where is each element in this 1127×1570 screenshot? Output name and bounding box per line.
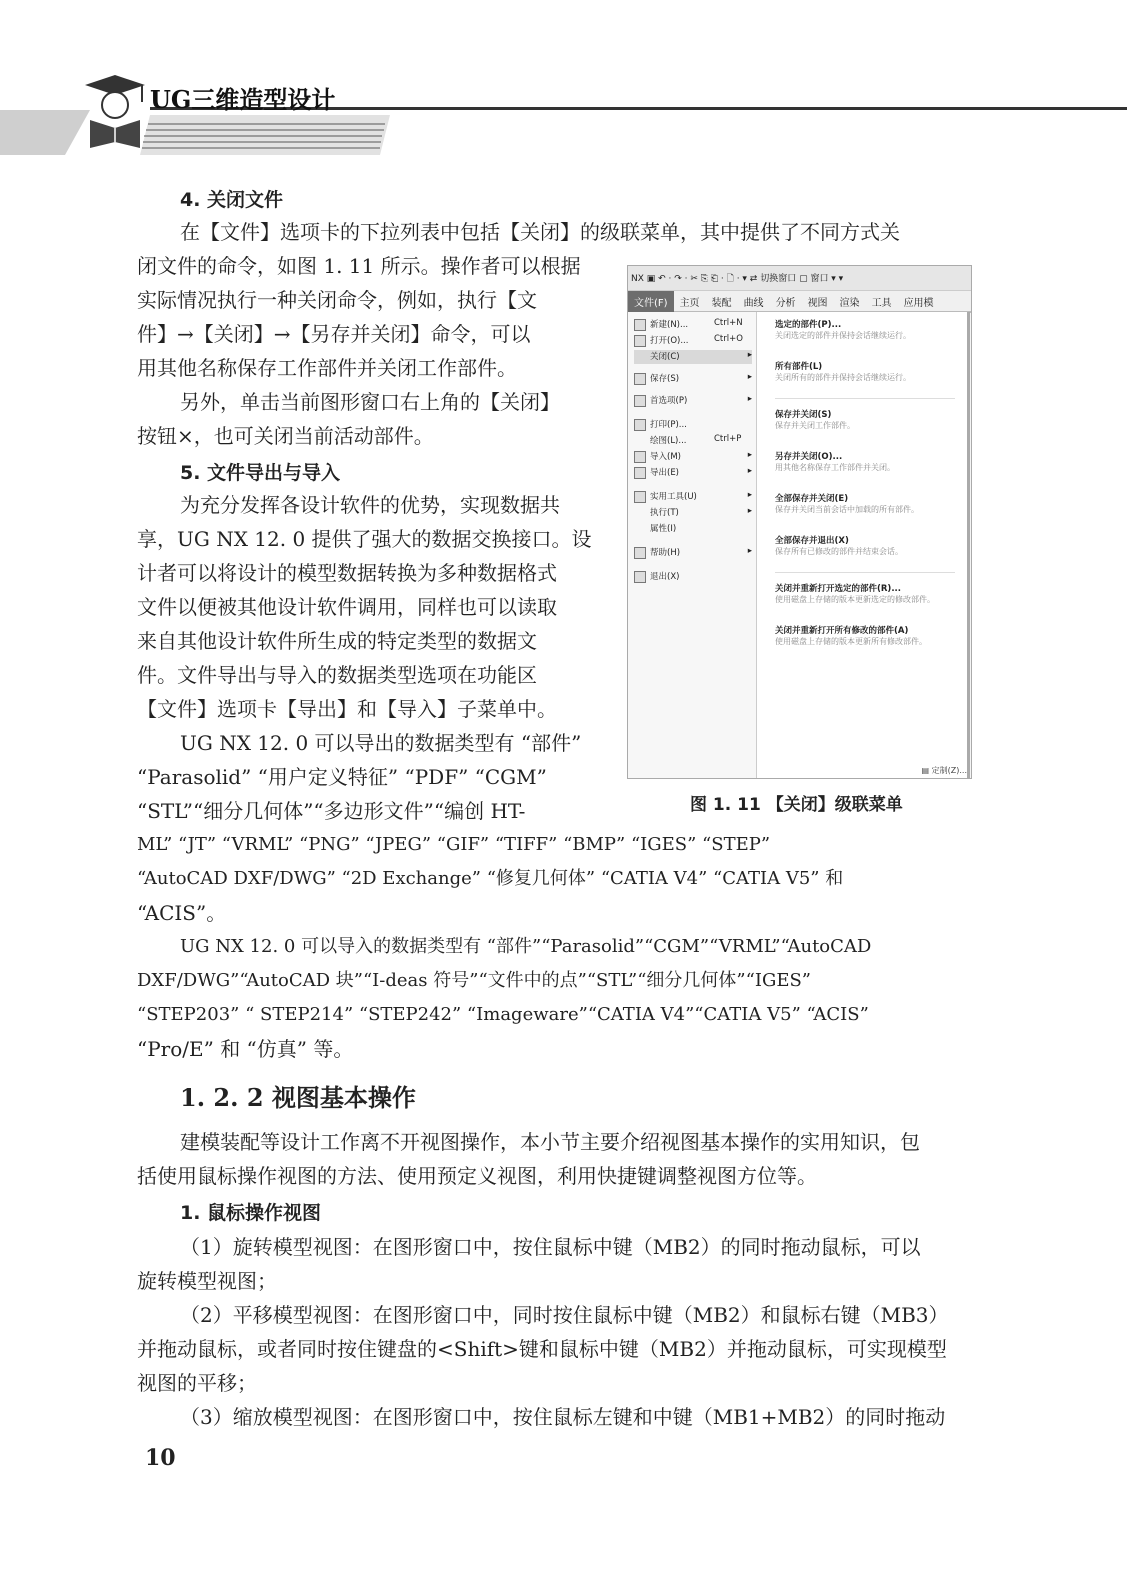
ribbon-tabs — [628, 291, 971, 313]
sec4-line-3: 件】→【关闭】→【另存并关闭】命令，可以 — [137, 322, 531, 346]
menu-properties-label: 属性(I) — [650, 524, 677, 534]
preferences-icon — [634, 395, 646, 407]
menu-export[interactable] — [634, 466, 752, 480]
submenu-save-and-close[interactable] — [775, 408, 965, 431]
menu-preferences[interactable] — [634, 394, 752, 408]
tab-curve[interactable]: 曲线 — [743, 298, 764, 309]
sec5-line-2: 计者可以将设计的模型数据转换为多种数据格式 — [137, 561, 557, 585]
sec122-line-0: 建模装配等设计工作离不开视图操作，本小节主要介绍视图基本操作的实用知识，包 — [180, 1130, 920, 1154]
menu-open[interactable] — [634, 334, 752, 348]
sec5-line-5: 件。文件导出与导入的数据类型选项在功能区 — [137, 663, 537, 687]
menu-print[interactable] — [634, 418, 752, 432]
menu-import-label: 导入(M) — [650, 452, 681, 462]
tab-tools[interactable]: 工具 — [871, 298, 892, 309]
mouse-line-5: （3）缩放模型视图：在图形窗口中，按住鼠标左键和中键（MB1+MB2）的同时拖动 — [180, 1405, 946, 1429]
chevron-right-icon: ▸ — [747, 372, 752, 382]
section-5-heading: 5. 文件导出与导入 — [180, 462, 341, 484]
menu-execute[interactable] — [634, 506, 752, 520]
menu-plot[interactable] — [634, 434, 752, 448]
mouse-line-2: （2）平移模型视图：在图形窗口中，同时按住鼠标中键（MB2）和鼠标右键（MB3） — [180, 1303, 949, 1327]
section-4-heading: 4. 关闭文件 — [180, 189, 284, 211]
tab-view[interactable]: 视图 — [807, 298, 828, 309]
submenu-save-all-and-exit[interactable] — [775, 534, 965, 557]
menu-open-label: 打开(O)... — [650, 336, 689, 346]
sec5-line-10: ML” “JT” “VRML” “PNG” “JPEG” “GIF” “TIFF” “BMP” “IGES” “STEP” — [137, 834, 771, 855]
menu-help-label: 帮助(H) — [650, 548, 681, 558]
page-number: 10 — [145, 1445, 176, 1471]
chevron-right-icon: ▸ — [747, 466, 752, 476]
item-desc: 关闭选定的部件并保持会话继续运行。 — [775, 331, 911, 340]
item-title: 选定的部件(P)... — [775, 320, 842, 330]
sec5-line-13: UG NX 12. 0 可以导入的数据类型有 “部件”“Parasolid”“CGM”“VRML”“AutoCAD — [180, 936, 872, 957]
close-cascade-menu-screenshot — [627, 265, 972, 779]
header-band — [0, 110, 400, 155]
sec5-line-0: 为充分发挥各设计软件的优势，实现数据共 — [180, 493, 560, 517]
item-title: 保存并关闭(S) — [775, 410, 832, 420]
item-desc: 保存并关闭工作部件。 — [775, 421, 855, 430]
file-menu — [628, 312, 757, 778]
export-icon — [634, 467, 646, 479]
item-desc: 保存所有已修改的部件并结束会话。 — [775, 547, 903, 556]
item-title: 全部保存并退出(X) — [775, 536, 849, 546]
sec5-line-9: “STL”“细分几何体”“多边形文件”“编创 HT- — [137, 799, 526, 823]
sec5-line-7: UG NX 12. 0 可以导出的数据类型有 “部件” — [180, 731, 582, 755]
item-title: 另存并关闭(O)... — [775, 452, 843, 462]
close-submenu — [757, 312, 970, 778]
new-icon — [634, 319, 646, 331]
submenu-save-all-and-close[interactable] — [775, 492, 965, 515]
graduate-reader-icon — [80, 70, 150, 150]
menu-open-shortcut: Ctrl+O — [714, 334, 743, 344]
running-header-title: UG三维造型设计 — [150, 85, 336, 114]
tab-file[interactable]: 文件(F) — [628, 291, 674, 312]
print-icon — [634, 419, 646, 431]
sec5-line-1: 享，UG NX 12. 0 提供了强大的数据交换接口。设 — [137, 527, 592, 551]
sec5-line-11: “AutoCAD DXF/DWG” “2D Exchange” “修复几何体” “CATIA V4” “CATIA V5” 和 — [137, 868, 844, 889]
quick-access-toolbar — [628, 266, 971, 291]
sec5-line-12: “ACIS”。 — [137, 901, 227, 925]
menu-properties[interactable] — [634, 522, 752, 536]
submenu-close-selected[interactable] — [775, 318, 965, 341]
sec5-line-15: “STEP203” “ STEP214” “STEP242” “Imageware”“CATIA V4”“CATIA V5” “ACIS” — [137, 1004, 869, 1025]
import-icon — [634, 451, 646, 463]
sec4-line-2: 实际情况执行一种关闭命令，例如，执行【文 — [137, 288, 537, 312]
submenu-divider — [775, 398, 955, 399]
sec122-line-1: 括使用鼠标操作视图的方法、使用预定义视图，利用快捷键调整视图方位等。 — [137, 1164, 817, 1188]
item-desc: 关闭所有的部件并保持会话继续运行。 — [775, 373, 911, 382]
menu-print-label: 打印(P)... — [650, 420, 687, 430]
sec4-line-4: 用其他名称保存工作部件并关闭工作部件。 — [137, 356, 517, 380]
item-desc: 保存并关闭当前会话中加载的所有部件。 — [775, 505, 919, 514]
exit-icon — [634, 571, 646, 583]
item-desc: 用其他名称保存工作部件并关闭。 — [775, 463, 895, 472]
sec4-line-1: 闭文件的命令，如图 1. 11 所示。操作者可以根据 — [137, 254, 581, 278]
mouse-line-1: 旋转模型视图； — [137, 1269, 277, 1293]
menu-utilities[interactable] — [634, 490, 752, 504]
sec4-line-0: 在【文件】选项卡的下拉列表中包括【关闭】的级联菜单，其中提供了不同方式关 — [180, 220, 900, 244]
menu-import[interactable] — [634, 450, 752, 464]
sec5-line-14: DXF/DWG”“AutoCAD 块”“I-deas 符号”“文件中的点”“STL”“细分几何体”“IGES” — [137, 970, 811, 991]
tab-assembly[interactable]: 装配 — [711, 298, 732, 309]
menu-new-label: 新建(N)... — [650, 320, 689, 330]
open-icon — [634, 335, 646, 347]
chevron-right-icon: ▸ — [747, 490, 752, 500]
submenu-save-as-and-close[interactable] — [775, 450, 965, 473]
help-icon — [634, 547, 646, 559]
menu-help[interactable] — [634, 546, 752, 560]
customize-button[interactable]: ▤ 定制(Z)... — [921, 766, 967, 775]
menu-plot-shortcut: Ctrl+P — [714, 434, 742, 444]
submenu-reopen-selected[interactable] — [775, 582, 965, 605]
menu-execute-label: 执行(T) — [650, 508, 679, 518]
item-title: 所有部件(L) — [775, 362, 823, 372]
submenu-reopen-all-modified[interactable] — [775, 624, 965, 647]
sec4-line-6: 按钮×，也可关闭当前活动部件。 — [137, 424, 434, 448]
chevron-right-icon: ▸ — [747, 506, 752, 516]
menu-close[interactable] — [634, 350, 752, 364]
menu-plot-label: 绘图(L)... — [650, 436, 687, 446]
sec5-line-8: “Parasolid” “用户定义特征” “PDF” “CGM” — [137, 765, 547, 789]
item-desc: 使用磁盘上存储的版本更新所有修改部件。 — [775, 637, 927, 646]
mouse-line-3: 并拖动鼠标，或者同时按住键盘的<Shift>键和鼠标中键（MB2）并拖动鼠标，可实现模型 — [137, 1337, 947, 1361]
menu-preferences-label: 首选项(P) — [650, 396, 688, 406]
figure-caption: 图 1. 11 【关闭】级联菜单 — [690, 795, 903, 815]
chevron-right-icon: ▸ — [747, 350, 752, 360]
item-desc: 使用磁盘上存储的版本更新选定的修改部件。 — [775, 595, 935, 604]
item-title: 全部保存并关闭(E) — [775, 494, 849, 504]
sec5-line-4: 来自其他设计软件所生成的特定类型的数据文 — [137, 629, 537, 653]
tab-app[interactable]: 应用模 — [903, 298, 934, 309]
menu-new-shortcut: Ctrl+N — [714, 318, 743, 328]
mouse-line-4: 视图的平移； — [137, 1371, 257, 1395]
menu-save[interactable] — [634, 372, 752, 386]
section-1-2-2-heading: 1. 2. 2 视图基本操作 — [180, 1083, 416, 1112]
menu-exit[interactable] — [634, 570, 752, 584]
submenu-divider — [775, 572, 955, 573]
sec5-line-16: “Pro/E” 和 “仿真” 等。 — [137, 1037, 354, 1061]
menu-export-label: 导出(E) — [650, 468, 680, 478]
menu-save-label: 保存(S) — [650, 374, 680, 384]
tab-analysis[interactable]: 分析 — [775, 298, 796, 309]
mouse-line-0: （1）旋转模型视图：在图形窗口中，按住鼠标中键（MB2）的同时拖动鼠标，可以 — [180, 1235, 921, 1259]
tab-home[interactable]: 主页 — [679, 298, 700, 309]
item-title: 关闭并重新打开所有修改的部件(A) — [775, 626, 909, 636]
submenu-close-all[interactable] — [775, 360, 965, 383]
chevron-right-icon: ▸ — [747, 394, 752, 404]
sec4-line-5: 另外，单击当前图形窗口右上角的【关闭】 — [180, 390, 560, 414]
utilities-icon — [634, 491, 646, 503]
chevron-right-icon: ▸ — [747, 546, 752, 556]
sec5-line-6: 【文件】选项卡【导出】和【导入】子菜单中。 — [137, 697, 557, 721]
menu-close-label: 关闭(C) — [650, 352, 680, 362]
quick-access-text: NX ▣ ↶ · ↷ · ✂ ⎘ ⎗ · 🗋 · ▾ ⇄ 切换窗口 ▢ 窗口 ▾ ▾ — [631, 274, 844, 284]
menu-new[interactable] — [634, 318, 752, 332]
sec5-line-3: 文件以便被其他设计软件调用，同样也可以读取 — [137, 595, 557, 619]
menu-exit-label: 退出(X) — [650, 572, 680, 582]
tab-render[interactable]: 渲染 — [839, 298, 860, 309]
save-icon — [634, 373, 646, 385]
mouse-heading: 1. 鼠标操作视图 — [180, 1202, 322, 1224]
item-title: 关闭并重新打开选定的部件(R)... — [775, 584, 902, 594]
chevron-right-icon: ▸ — [747, 450, 752, 460]
menu-utilities-label: 实用工具(U) — [650, 492, 697, 502]
